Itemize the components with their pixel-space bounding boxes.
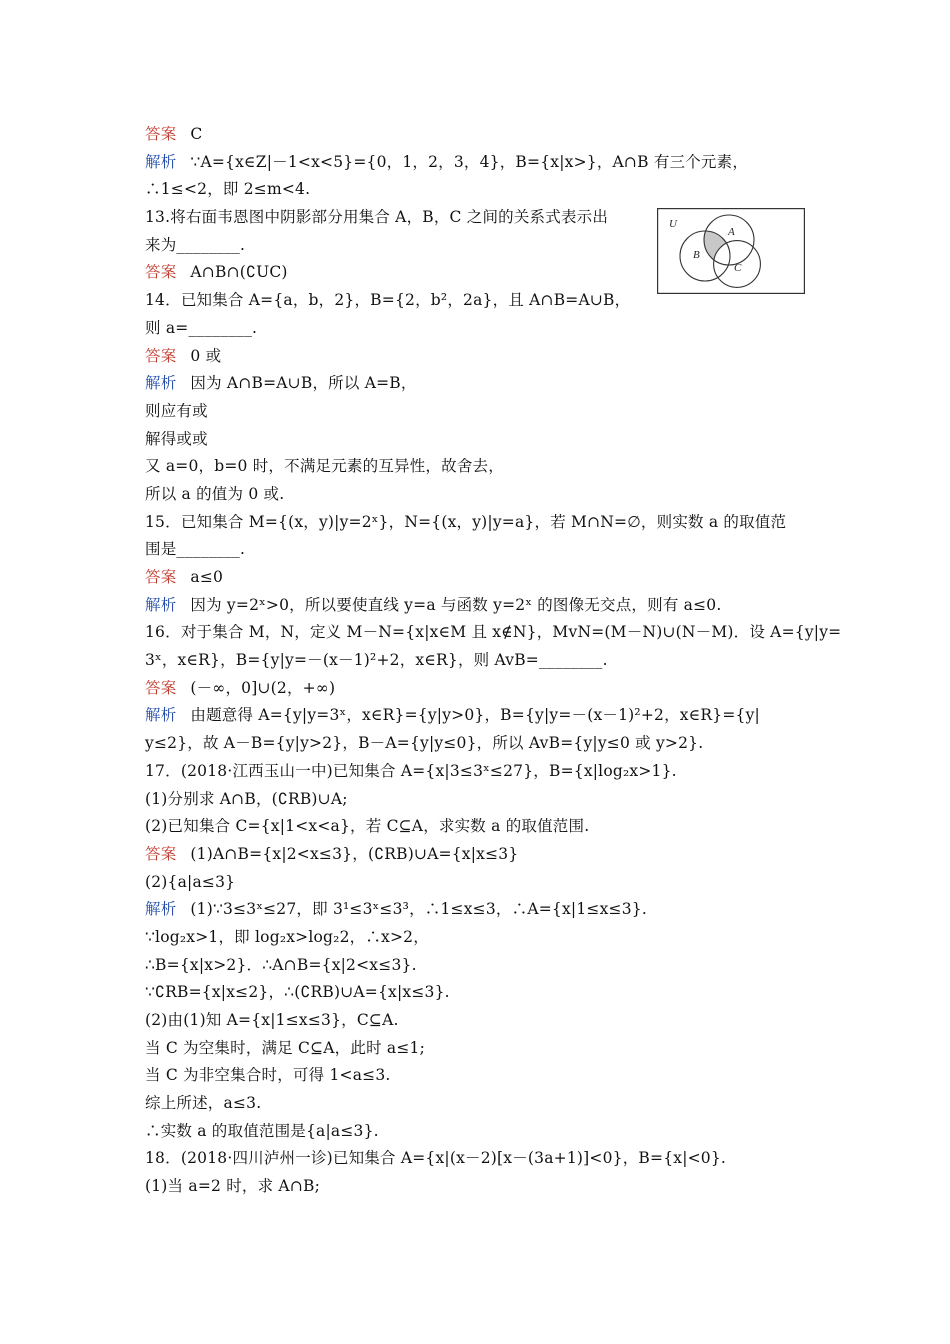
analysis-text: 由题意得 A={y|y=3ˣ，x∈R}={y|y>0}，B={y|y=－(x－1)²+2，x∈R}={y| <box>190 706 760 725</box>
text-line: ∴1≤<2，即 2≤m<4. <box>145 180 311 199</box>
analysis-label: 解析 <box>145 595 177 614</box>
question-16-line: 3ˣ，x∈R}，B={y|y=－(x－1)²+2，x∈R}，则 AvB=________. <box>145 651 608 670</box>
answer-text: (－∞，0]∪(2，+∞) <box>190 678 336 697</box>
text-line: ∵∁RB={x|x≤2}，∴(∁RB)∪A={x|x≤3}. <box>145 983 450 1002</box>
answer-line <box>145 564 815 592</box>
question-13-line: 来为________. <box>145 235 246 254</box>
text-line: 则应有或 <box>145 401 208 420</box>
answer-label: 答案 <box>145 678 177 697</box>
analysis-text: 因为 y=2ˣ>0，所以要使直线 y=a 与函数 y=2ˣ 的图像无交点，则有 a≤0. <box>190 595 722 614</box>
question-15-line: 围是________. <box>145 540 246 559</box>
text-line: (2)由(1)知 A={x|1≤x≤3}，C⊆A. <box>145 1011 399 1029</box>
text-line: ∵log₂x>1，即 log₂x>log₂2，∴x>2， <box>145 927 429 946</box>
label-c: C <box>734 262 742 274</box>
question-13-line: 13.将右面韦恩图中阴影部分用集合 A，B，C 之间的关系式表示出 <box>145 208 609 227</box>
text-line: (2){a|a≤3} <box>145 872 236 891</box>
analysis-label: 解析 <box>145 706 177 725</box>
text-line: ∴实数 a 的取值范围是{a|a≤3}. <box>145 1121 379 1140</box>
text-line: 当 C 为非空集合时，可得 1<a≤3. <box>145 1066 391 1085</box>
label-u: U <box>669 218 677 230</box>
answer-label: 答案 <box>145 568 177 586</box>
question-14-line: 14．已知集合 A={a，b，2}，B={2，b²，2a}，且 A∩B=A∪B， <box>145 291 631 310</box>
answer-text: a≤0 <box>190 568 224 586</box>
analysis-line <box>145 370 815 398</box>
label-b: B <box>693 249 700 261</box>
answer-label: 答案 <box>145 346 177 365</box>
answer-line <box>145 675 815 703</box>
question-18-line: 18．(2018·四川泸州一诊)已知集合 A={x|(x－2)[x－(3a+1)]<0}，B={x|<0}. <box>145 1149 727 1168</box>
question-14-line: 则 a=________. <box>145 318 258 337</box>
analysis-text: (1)∵3≤3ˣ≤27，即 3¹≤3ˣ≤3³，∴1≤x≤3，∴A={x|1≤x≤3}. <box>190 900 647 919</box>
analysis-line <box>145 702 815 730</box>
answer-line <box>145 343 815 371</box>
analysis-line <box>145 896 815 924</box>
analysis-text: ∵A={x∈Z|－1<x<5}={0，1，2，3，4}，B={x|x>}，A∩B 有三个元素， <box>190 152 749 171</box>
analysis-label: 解析 <box>145 900 177 919</box>
universal-set-box <box>658 209 805 294</box>
answer-text: A∩B∩(∁UC) <box>190 263 288 282</box>
text-line: 综上所述，a≤3. <box>145 1094 262 1113</box>
text-line: 又 a=0，b=0 时，不满足元素的互异性，故舍去， <box>145 457 504 476</box>
question-17-line: (2)已知集合 C={x|1<x<a}，若 C⊆A，求实数 a 的取值范围. <box>145 817 590 836</box>
question-16-line: 16．对于集合 M，N，定义 M－N={x|x∈M 且 x∉N}，MvN=(M－N)∪(N－M)．设 A={y|y= <box>145 623 842 642</box>
answer-line <box>145 841 815 869</box>
text-line: 所以 a 的值为 0 或. <box>145 484 285 503</box>
label-a: A <box>728 226 735 238</box>
answer-label: 答案 <box>145 125 177 143</box>
analysis-line <box>145 149 815 177</box>
question-18-line: (1)当 a=2 时，求 A∩B; <box>145 1177 321 1196</box>
answer-line <box>145 121 815 149</box>
answer-text: 0 或 <box>190 346 222 365</box>
text-line: 当 C 为空集时，满足 C⊆A，此时 a≤1; <box>145 1038 426 1057</box>
answer-text: C <box>190 125 203 143</box>
question-17-line: (1)分别求 A∩B，(∁RB)∪A; <box>145 789 348 808</box>
venn-diagram <box>657 208 805 294</box>
question-17-line: 17．(2018·江西玉山一中)已知集合 A={x|3≤3ˣ≤27}，B={x|log₂x>1}. <box>145 761 677 780</box>
analysis-label: 解析 <box>145 152 177 171</box>
analysis-label: 解析 <box>145 374 177 393</box>
text-line: ∴B={x|x>2}．∴A∩B={x|2<x≤3}. <box>145 955 417 974</box>
question-15-line: 15．已知集合 M={(x，y)|y=2ˣ}，N={(x，y)|y=a}，若 M∩N=∅，则实数 a 的取值范 <box>145 512 787 531</box>
answer-label: 答案 <box>145 263 177 282</box>
answer-label: 答案 <box>145 844 177 863</box>
text-line: y≤2}，故 A－B={y|y>2}，B－A={y|y≤0}，所以 AvB={y|y≤0 或 y>2}. <box>145 734 704 753</box>
text-line: 解得或或 <box>145 429 208 448</box>
analysis-text: 因为 A∩B=A∪B，所以 A=B， <box>190 374 417 393</box>
analysis-line <box>145 592 815 620</box>
answer-text: (1)A∩B={x|2<x≤3}，(∁RB)∪A={x|x≤3} <box>190 844 519 863</box>
